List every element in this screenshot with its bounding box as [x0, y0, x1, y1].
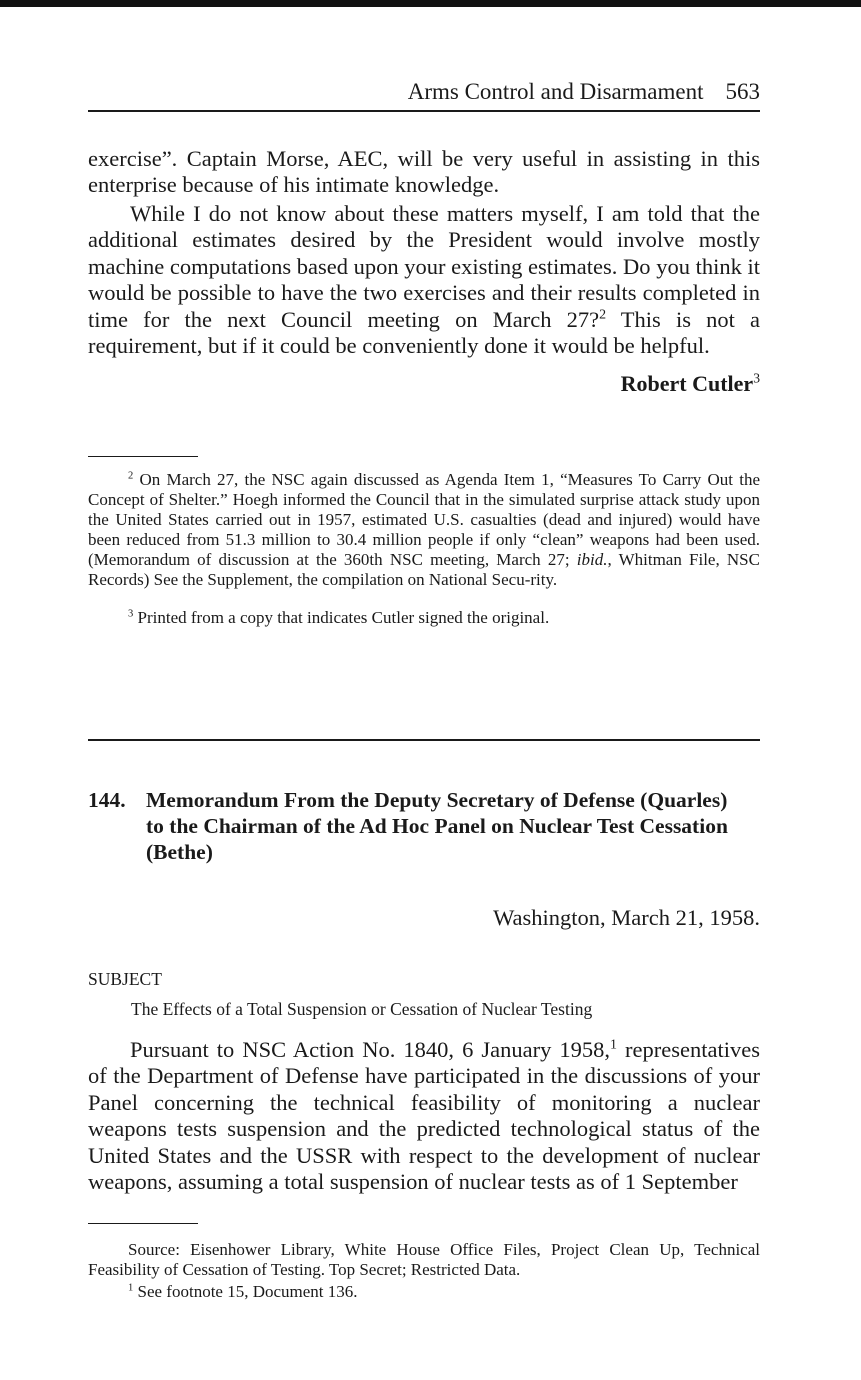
- footnote-ref-3: 3: [753, 370, 760, 386]
- document-number: 144.: [88, 788, 126, 812]
- footnote-ref-2: 2: [599, 307, 607, 323]
- footnote-1-marker: 1: [128, 1282, 134, 1294]
- subject-label: SUBJECT: [88, 969, 162, 989]
- source-note: Source: Eisenhower Library, White House Office Files, Project Clean Up, Technical Feasibility of Cessation of Testing. Top Secret; Restricted Data.: [88, 1240, 760, 1279]
- footnote-1: [88, 1282, 760, 1302]
- footnote-rule-top: [88, 456, 198, 457]
- footnote-2-marker: 2: [128, 470, 134, 482]
- paragraph-continued: exercise”. Captain Morse, AEC, will be very useful in assisting in this enterprise because of his intimate knowledge.: [88, 146, 760, 198]
- paragraph-request-tail: This is not a requirement, but if it could be conveniently done it would be helpful.: [88, 306, 761, 359]
- subject-text: The Effects of a Total Suspension or Cessation of Nuclear Testing: [131, 999, 593, 1019]
- footnote-ref-1: 1: [610, 1037, 617, 1053]
- paragraph-request: [88, 201, 760, 359]
- paragraph-request-text: While I do not know about these matters myself, I am told that the additional estimates desired by the President would involve mostly machine computations based upon your existing estimates. Do you think it would be possible to have the two exercises and their results completed in time for the next Council meeting on March 27?: [88, 201, 760, 332]
- footnote-3: [88, 608, 760, 628]
- page-top-edge: [0, 0, 861, 7]
- memo-body-paragraph: [88, 1037, 760, 1195]
- footnote-rule-bottom: [88, 1223, 198, 1224]
- page-number: 563: [725, 79, 760, 104]
- signature-name: Robert Cutler: [620, 371, 754, 396]
- footnote-2-text-b: , Whitman File, NSC Records) See the Supplement, the compilation on National Secu-rity.: [88, 550, 760, 589]
- document-title: Memorandum From the Deputy Secretary of Defense (Quarles) to the Chairman of the Ad Hoc Panel on Nuclear Test Cessation (Bethe): [146, 788, 728, 864]
- memo-body-text-a: Pursuant to NSC Action No. 1840, 6 January 1958,: [130, 1037, 611, 1062]
- footnote-3-text: Printed from a copy that indicates Cutler signed the original.: [133, 608, 550, 627]
- running-header: [88, 78, 760, 106]
- footnote-2-text-a: On March 27, the NSC again discussed as Agenda Item 1, “Measures To Carry Out the Concept of Shelter.” Hoegh informed the Council that in the simulated surprise attack study upon the United States carried out in 1957, estimated U.S. casualties (dead and injured) would have been reduced from 51.3 million to 30.4 million people if only “clean” weapons had been used. (Memorandum of discussion at the 360th NSC meeting, March 27;: [88, 470, 760, 569]
- document-heading: [88, 787, 760, 865]
- header-rule: [88, 110, 760, 112]
- footnote-2-ibid: ibid.: [576, 550, 608, 569]
- memo-body-text-b: representatives of the Department of Defense have participated in the discussions of your Panel concerning the technical feasibility of monitoring a nuclear weapons tests suspension and the predicted technological status of the United States and the USSR with respect to the development of nuclear weapons, assuming a total suspension of nuclear tests as of 1 September: [88, 1037, 760, 1195]
- signature: [88, 370, 760, 398]
- footnote-1-text: See footnote 15, Document 136.: [133, 1282, 358, 1301]
- footnote-3-marker: 3: [128, 608, 134, 620]
- section-divider-rule: [88, 739, 760, 741]
- footnote-2: [88, 470, 760, 590]
- dateline: Washington, March 21, 1958.: [493, 905, 760, 930]
- running-title: Arms Control and Disarmament: [407, 79, 704, 104]
